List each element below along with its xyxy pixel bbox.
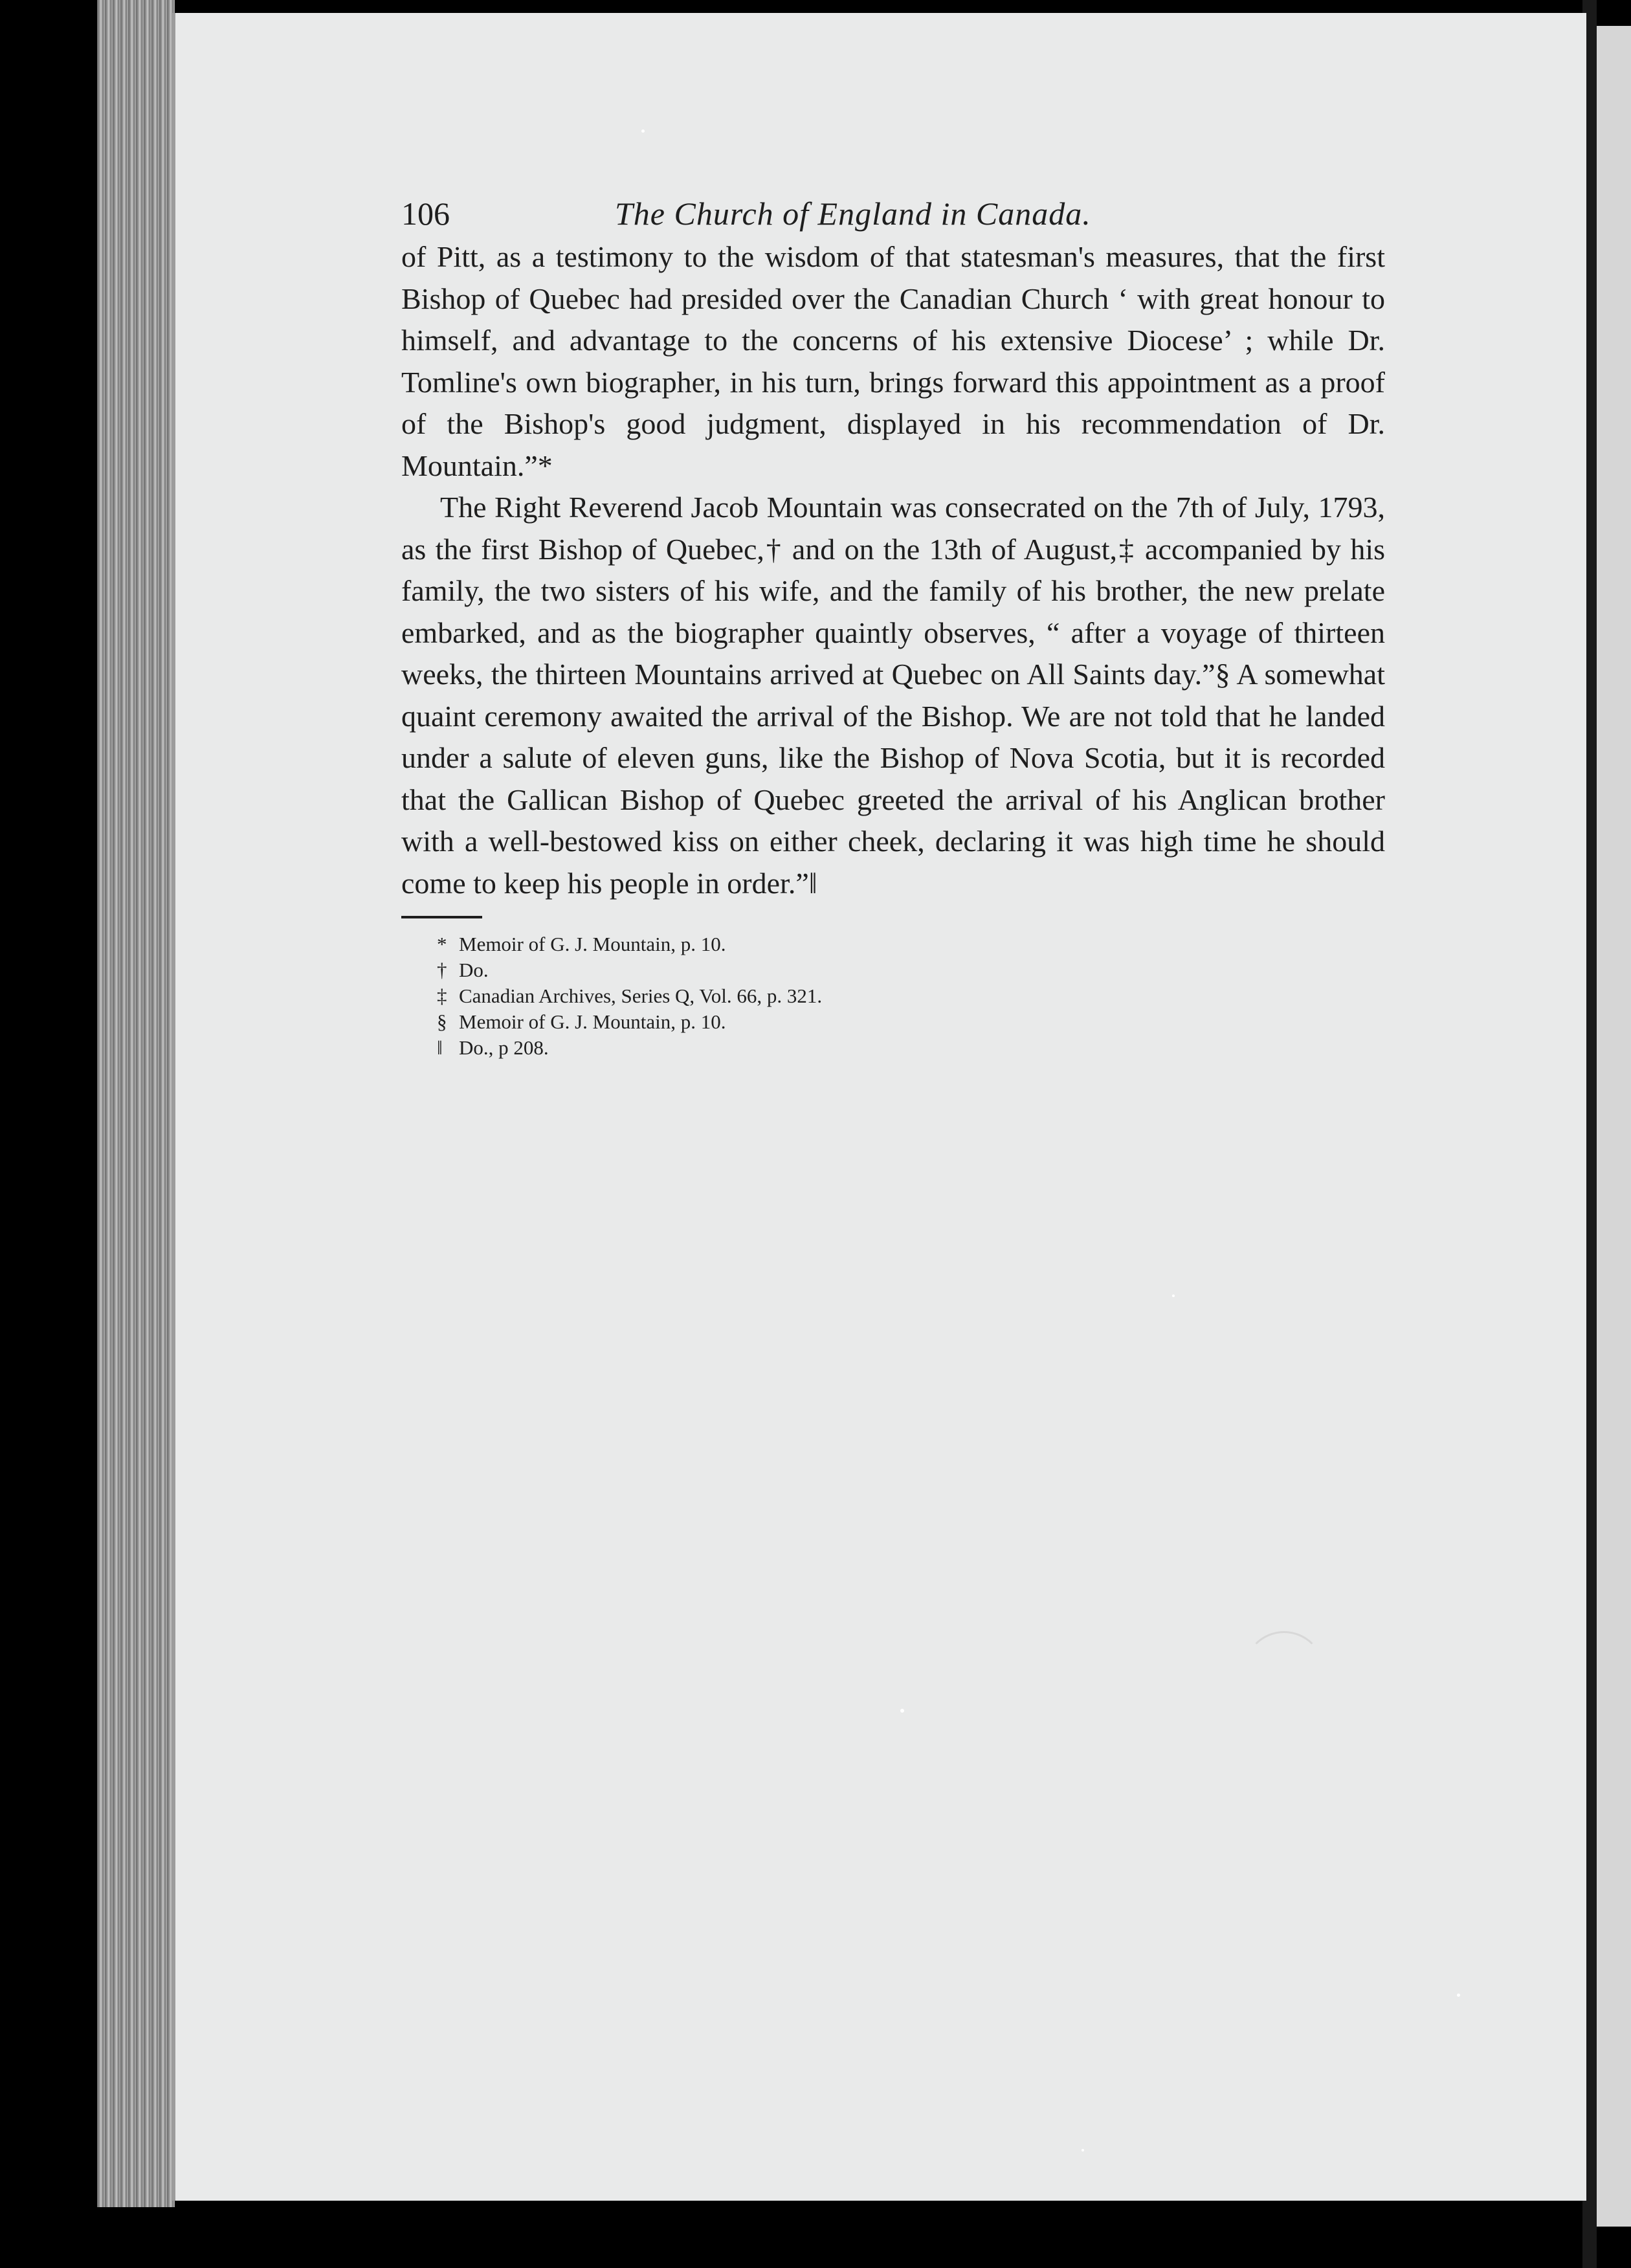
footnote-mark: † (437, 959, 447, 981)
footnote-text: Do. (459, 959, 489, 981)
scan-speck (900, 1709, 904, 1713)
scan-smudge (1243, 1631, 1325, 1713)
page-edges (97, 0, 175, 2207)
footnote-text: Memoir of G. J. Mountain, p. 10. (459, 1010, 726, 1033)
footnote (437, 1035, 1385, 1061)
paragraph: of Pitt, as a testimony to the wisdom of that statesman's measures, that the first Bishop of Quebec had presided over the Canadian Church ‘ with great honour to himself, and advantage to the concerns of his extensive Diocese’ ; while Dr. Tomline's own biographer, in his turn, brings forward this appointment as a proof of the Bishop's good judgment, displayed in his recommendation of Dr. Mountain.”* (401, 240, 1385, 482)
running-head (401, 191, 1385, 236)
footnote (437, 1009, 1385, 1035)
scan-speck (1172, 1295, 1175, 1297)
scan-speck (641, 129, 645, 133)
footnote-mark: ‡ (437, 984, 447, 1007)
facing-page-edge (1597, 26, 1631, 2227)
page-number: 106 (401, 195, 450, 232)
running-title: The Church of England in Canada. (615, 195, 1091, 232)
footnote-text: Memoir of G. J. Mountain, p. 10. (459, 933, 726, 955)
scan-speck (1082, 2149, 1084, 2151)
footnote-mark: § (437, 1010, 447, 1033)
footnote-rule (401, 916, 482, 918)
footnote-mark: ‖ (437, 1036, 443, 1059)
footnote-mark: * (437, 933, 447, 955)
footnote (437, 957, 1385, 983)
body-text (401, 236, 1385, 904)
footnote-text: Do., p 208. (459, 1036, 549, 1059)
footnote (437, 931, 1385, 957)
footnotes (401, 931, 1385, 1061)
paragraph: The Right Reverend Jacob Mountain was consecrated on the 7th of July, 1793, as the first Bishop of Quebec,† and on the 13th of August,‡ accompanied by his family, the two sisters of his wife, and the family of his brother, the new prelate embarked, and as the biographer quaintly observes, “ after a voyage of thirteen weeks, the thirteen Mountains arrived at Quebec on All Saints day.”§ A somewhat quaint ceremony awaited the arrival of the Bishop. We are not told that he landed under a salute of eleven guns, like the Bishop of Nova Scotia, but it is recorded that the Gallican Bishop of Quebec greeted the arrival of his Anglican brother with a well-bestowed kiss on either cheek, declaring it was high time he should come to keep his people in order.”‖ (401, 491, 1385, 900)
page-content (401, 191, 1385, 1061)
footnote-text: Canadian Archives, Series Q, Vol. 66, p. 321. (459, 984, 823, 1007)
scan-speck (1457, 1994, 1460, 1997)
footnote (437, 983, 1385, 1009)
